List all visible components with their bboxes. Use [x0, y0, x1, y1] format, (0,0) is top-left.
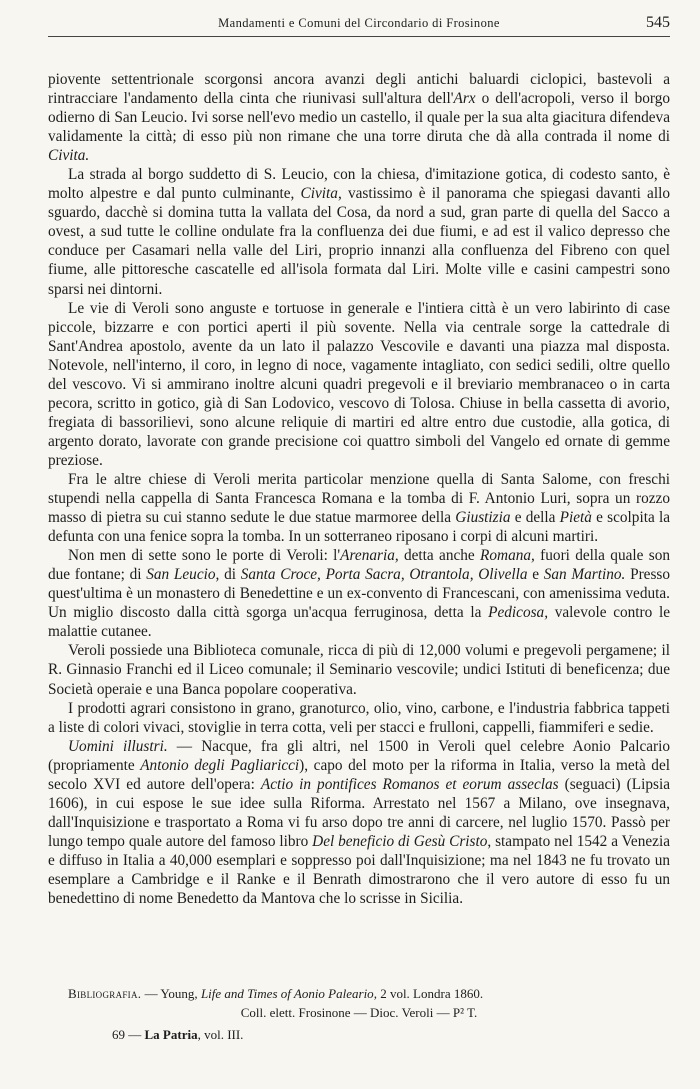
- text-run: e: [527, 566, 544, 584]
- paragraph: [48, 165, 670, 298]
- italic-text: Romana,: [480, 547, 535, 565]
- running-header: [48, 14, 670, 37]
- text-run: , stampato nel 1542 a Venezia e diffuso in Italia a 40,000 esemplari e soppresso poi dall'Inquisizione; ma nel 1843 ne fu trovato un esemplare a Cambridge e il Ranke e il Benrath dimostrarono che il vero autore di esso fu un benedettino di nome Benedetto da Mantova che lo scrisse in Sicilia.: [48, 832, 670, 908]
- italic-text: Giustizia: [455, 509, 511, 527]
- text-run: detta anche: [398, 547, 481, 565]
- text-run: La strada al borgo suddetto di S. Leucio, con la chiesa, d'imitazione gotica, di codesto santo, è molto alpestre e dal punto culminante,: [48, 166, 670, 203]
- bibliography-line: [48, 984, 670, 1003]
- paragraph: [48, 699, 670, 737]
- bibliography-text: — Young,: [141, 986, 201, 1001]
- italic-text: Civita: [300, 185, 338, 203]
- text-run: Fra le altre chiese di Veroli merita particolar menzione quella di Santa Salome, con freschi stupendi nella cappella di Santa Francesca Romana e la tomba di F. Antonio Luri, sopra un rozzo masso di pietra su cui stanno sedute le due statue marmoree della: [48, 470, 670, 527]
- paragraph: [48, 70, 670, 165]
- text-run: (seguaci) (Lipsia 1606), in cui espose le sue idee sulla Riforma. Arrestato nel 1567 a Milano, ove insegnava, dall'Inquisizione e trasportato a Roma vi fu arso dopo tre anni di carcere, nel luglio 1570. Passò per lungo tempo quale autore del famoso libro: [48, 775, 670, 850]
- italic-text: Antonio degli Pagliaricci: [140, 756, 300, 774]
- page-footer: [112, 1027, 243, 1043]
- running-head-title: Mandamenti e Comuni del Circondario di Frosinone: [218, 16, 500, 30]
- italic-text: San Martino.: [543, 566, 626, 584]
- text-run: Veroli possiede una Biblioteca comunale, ricca di più di 12,000 volumi e pregevoli pergamene; il R. Ginnasio Franchi ed il Liceo comunale; il Seminario vescovile; undici Istituti di beneficenza; due Società operaie e una Banca popolare cooperativa.: [48, 642, 670, 698]
- publication-name: La Patria: [144, 1027, 198, 1042]
- body-text: [48, 70, 670, 908]
- text-run: Le vie di Veroli sono anguste e tortuose in generale e l'intiera città è un vero labirinto di case piccole, bizzarre e con portici aperti il più sovente. Nella via centrale sorge la cattedrale di Sant'Andrea apostolo, avente da un lato il palazzo Vescovile e davanti una piazza mal disposta. Notevole, nell'interno, il coro, in legno di noce, vagamente intagliato, con sedici sedili, oltre quello del vescovo. Vi si ammirano inoltre alcuni quadri pregevoli e il breviario membranaceo o in carta pecora, scritto in gotico, già di San Lodovico, vescovo di Tolosa. Chiuse in bella cassetta di avorio, fregiata di bassorilievi, sono alcune reliquie di martiri ed altre entro due custodie, alla gotica, di argento dorato, lavorate con grande precisione coi quattro simboli del Vangelo ed ornate di gemme preziose.: [48, 299, 670, 469]
- text-run: valevole contro le malattie cutanee.: [48, 604, 671, 641]
- paragraph: [48, 299, 670, 470]
- text-run: o dell'acropoli, verso il borgo odierno di San Leucio. Ivi sorse nell'evo medio un castello, il quale per la sua alta giacitura difendeva validamente la città; di esso più non rimane che una torre diruta che dà alla contrada il nome di: [48, 90, 670, 146]
- text-run: e scolpita la defunta con una fenice sopra la tomba. In un sotterraneo riposano i corpi di alcuni martiri.: [48, 509, 670, 546]
- signature-mark: 69: [112, 1027, 125, 1042]
- italic-text: Uomini illustri.: [68, 737, 168, 755]
- italic-text: Pietà: [559, 509, 592, 527]
- bibliography-title: Life and Times of Aonio Paleario: [200, 986, 374, 1001]
- paragraph: [48, 470, 670, 546]
- page-number: 545: [646, 14, 670, 31]
- text-run: , vastissimo è il panorama che spiegasi davanti allo sguardo, dacchè si domina tutta la vallata del Cosa, da nord a sud, gran parte di quella del Sacco a ovest, a sud tutte le colline ondulate fra la confluenza dei due fiumi, e ad est il valico depresso che conduce per Casamari nella valle del Liri, proprio innanzi alla confluenza del Fibreno con quel fiume, alle pittoresche cascatelle ed all'isola formata dal Liri. Molte ville e casini campestri sono sparsi nei dintorni.: [48, 185, 670, 298]
- footer-dash: —: [125, 1027, 145, 1042]
- italic-text: Actio in pontifices Romanos et eorum asseclas: [260, 775, 559, 793]
- paragraph: [48, 546, 670, 641]
- italic-text: Arenaria,: [340, 547, 399, 565]
- text-run: e della: [510, 509, 560, 527]
- text-run: I prodotti agrari consistono in grano, granoturco, olio, vino, carbone, e l'industria fabbrica tappeti a liste di colori vivaci, stoviglie in terra cotta, veli per stacci e frulloni, cappelli, fiammiferi e sedie.: [48, 699, 670, 736]
- text-run: Non men di sette sono le porte di Veroli: l': [68, 547, 341, 565]
- text-run: di: [219, 566, 241, 584]
- italic-text: Pedicosa,: [488, 604, 549, 622]
- paragraph: [48, 737, 670, 908]
- publication-volume: , vol. III.: [197, 1027, 244, 1042]
- italic-text: Del beneficio di Gesù Cristo: [312, 832, 488, 850]
- italic-text: Arx: [453, 90, 476, 108]
- bibliography: [48, 984, 670, 1022]
- text-run: fuori della quale son due fontane; di: [48, 547, 670, 584]
- paragraph: [48, 641, 670, 698]
- diocese-note: Coll. elett. Frosinone — Dioc. Veroli — P² T.: [240, 1005, 478, 1020]
- italic-text: Civita.: [48, 147, 90, 165]
- text-run: Presso quest'ultima è un monastero di Benedettine e un ex-convento di Francescani, con amenissima veduta. Un miglio discosto dalla città sgorga un'acqua ferruginosa, detta la: [48, 566, 671, 622]
- bibliography-label: Bibliografia.: [68, 986, 142, 1001]
- italic-text: San Leucio,: [146, 566, 220, 584]
- text-run: piovente settentrionale scorgonsi ancora avanzi degli antichi baluardi ciclopici, bastevoli a rintracciare l'andamento della cinta che riunivasi sull'altura dell': [48, 71, 670, 108]
- bibliography-rest: , 2 vol. Londra 1860.: [373, 986, 484, 1001]
- text-run: — Nacque, fra gli altri, nel 1500 in Veroli quel celebre Aonio Palcario (propriamente: [48, 737, 671, 774]
- text-run: ), capo del moto per la riforma in Italia, verso la metà del secolo XVI ed autore dell'opera:: [48, 756, 670, 793]
- italic-text: Santa Croce, Porta Sacra, Otrantola, Olivella: [240, 566, 528, 584]
